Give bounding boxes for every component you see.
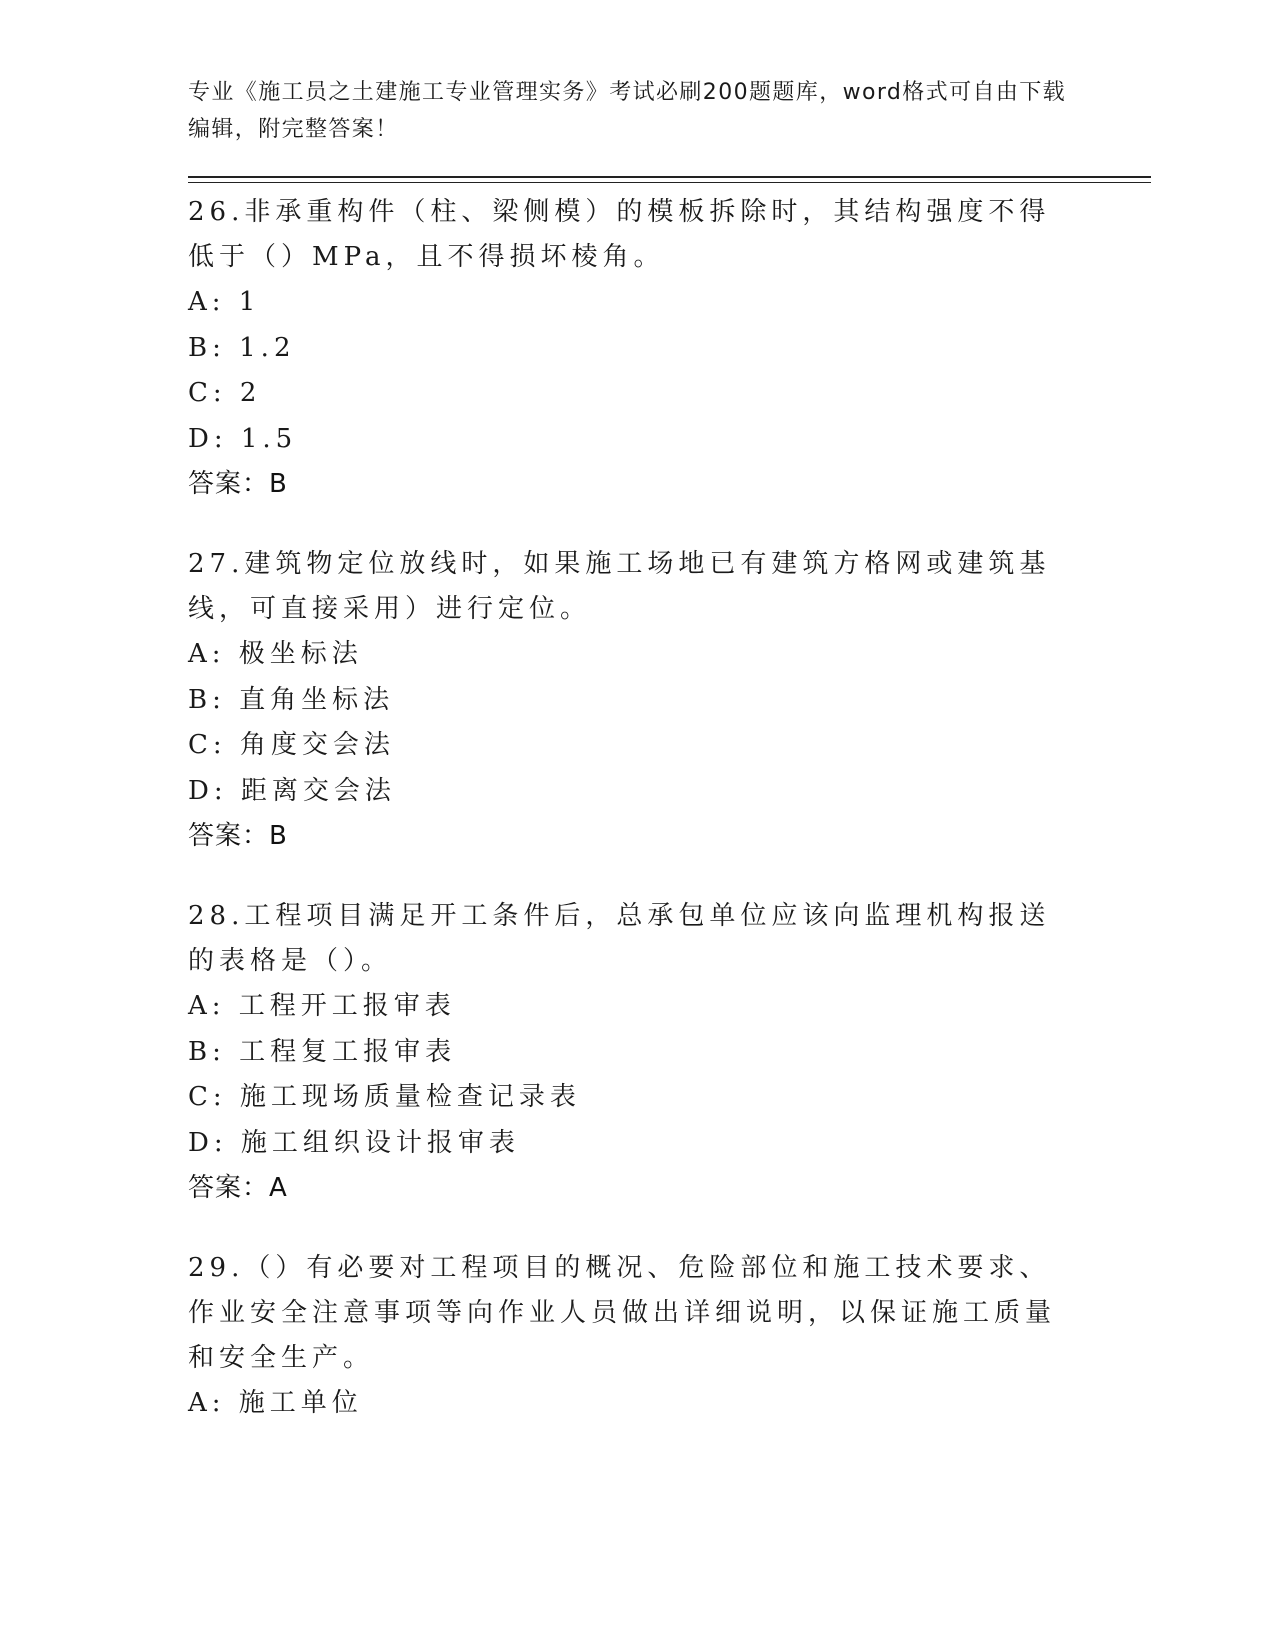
question-text: 29.（）有必要对工程项目的概况、危险部位和施工技术要求、作业安全注意事项等向作业人员做出详细说明，以保证施工质量和安全生产。 — [188, 1253, 1057, 1373]
question-26 — [188, 190, 1078, 507]
answer: 答案：A — [188, 1173, 288, 1203]
option-a: A: 极坐标法 — [188, 639, 363, 669]
option-b: B: 直角坐标法 — [188, 684, 395, 715]
option-d: D: 距离交会法 — [188, 775, 396, 806]
answer: 答案：B — [188, 821, 288, 851]
header-divider-thick — [188, 176, 1151, 178]
document-header: 专业《施工员之土建施工专业管理实务》考试必刷200题题库，word格式可自由下载编辑，附完整答案！ — [188, 80, 1067, 142]
question-text: 27.建筑物定位放线时，如果施工场地已有建筑方格网或建筑基线，可直接采用）进行定位。 — [188, 549, 1051, 624]
option-c: C: 角度交会法 — [188, 730, 395, 760]
header-divider-thin — [188, 182, 1151, 183]
question-text: 26.非承重构件（柱、梁侧模）的模板拆除时，其结构强度不得低于（）MPa，且不得损坏棱角。 — [188, 197, 1051, 272]
question-list — [188, 190, 1078, 1462]
option-b: B: 1.2 — [188, 332, 296, 363]
question-text: 28.工程项目满足开工条件后，总承包单位应该向监理机构报送的表格是（）。 — [188, 901, 1051, 976]
answer: 答案：B — [188, 469, 288, 499]
option-d: D: 施工组织设计报审表 — [188, 1127, 520, 1158]
option-a: A: 1 — [188, 287, 261, 317]
option-a: A: 施工单位 — [188, 1388, 363, 1418]
option-c: C: 2 — [188, 378, 262, 408]
question-29 — [188, 1246, 1078, 1427]
option-b: B: 工程复工报审表 — [188, 1036, 457, 1067]
option-c: C: 施工现场质量检查记录表 — [188, 1082, 581, 1112]
question-27 — [188, 542, 1078, 859]
option-d: D: 1.5 — [188, 423, 298, 454]
option-a: A: 工程开工报审表 — [188, 991, 456, 1021]
question-28 — [188, 894, 1078, 1211]
